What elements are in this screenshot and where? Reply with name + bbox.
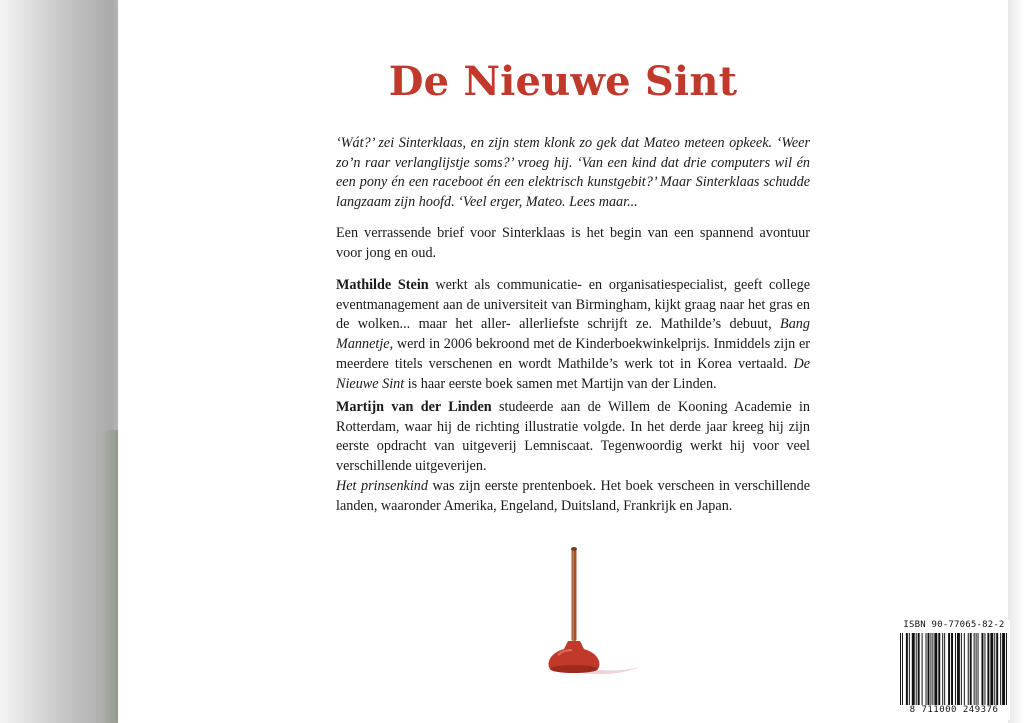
barcode-bar (930, 633, 931, 705)
author-name: Mathilde Stein (336, 277, 429, 293)
barcode-bar (906, 633, 908, 705)
illustrator-bio-line-2 (336, 477, 810, 516)
book-spine-edge (0, 0, 118, 723)
barcode-bars (900, 633, 1008, 705)
barcode-bar (968, 633, 969, 705)
barcode-bar (964, 633, 965, 705)
barcode-bar (932, 633, 933, 705)
barcode-bar (951, 633, 953, 705)
barcode-bar (961, 633, 962, 705)
book-title: De Nieuwe Sint (388, 58, 738, 105)
illustrator-bio-text-1: studeerde aan de Willem de Kooning Academie in Rotterdam, waar hij de richting illustratie volgde. In het derde jaar kreeg hij zijn eerste opdracht van uitgeverij Lemniscaat. Tegenwoordig werkt hij voor veel verschillende uitgeverijen. (336, 399, 810, 475)
first-book-title: Het prinsenkind (336, 477, 428, 494)
author-bio-text-3: is haar eerste boek samen met Martijn van der Linden. (404, 375, 717, 392)
ean-digits: 8 711000 249376 (909, 705, 999, 715)
barcode-bar (987, 633, 989, 705)
barcode-bar (916, 633, 917, 705)
barcode-bar (1002, 633, 1005, 705)
barcode-bar (996, 633, 998, 705)
isbn-label: ISBN 90-77065-82-2 (903, 620, 1005, 630)
illustrator-name: Martijn van der Linden (336, 399, 492, 415)
barcode-bar (938, 633, 940, 705)
barcode-bar (909, 633, 910, 705)
book-title-inline: De Nieuwe Sint (336, 355, 810, 392)
illustrator-bio (336, 398, 810, 516)
author-bio-text-1: werkt als communicatie- en organisatiespecialist, geeft college eventmanagement aan de universiteit van Birmingham, kijkt graag naar het gras en de wolken... maar het aller- allerliefste schrijft ze. Mathilde’s debuut, (336, 277, 810, 333)
barcode-bar (948, 633, 950, 705)
barcode-bar (957, 633, 960, 705)
teaser-paragraph: Een verrassende brief voor Sinterklaas is het begin van een spannend avontuur voor jong en oud. (336, 225, 810, 261)
barcode-bar (942, 633, 943, 705)
plunger-cup (549, 641, 600, 669)
barcode-bar (994, 633, 995, 705)
author-bio (336, 276, 810, 394)
author-bio-text-2: , werd in 2006 bekroond met de Kinderboekwinkelprijs. Inmiddels zijn er meerdere titels verschenen en wordt Mathilde’s werk tot in Korea vertaald. (336, 336, 810, 372)
barcode-bar (990, 633, 993, 705)
barcode-bar (978, 633, 979, 705)
page-right-edge (1008, 0, 1024, 723)
intro-excerpt: ‘Wát?’ zei Sinterklaas, en zijn stem klonk zo gek dat Mateo meteen opkeek. ‘Weer zo’n raar verlanglijstje soms?’ vroeg hij. ‘Van een kind dat drie computers wil én een pony én een raceboot én een elektrisch kunstgebit?’ Maar Sinterklaas schudde langzaam zijn hoofd. ‘Veel erger, Mateo. Lees maar... (336, 135, 810, 211)
barcode-bar (900, 633, 901, 705)
isbn-barcode (898, 620, 1010, 720)
barcode-bar (1006, 633, 1007, 705)
barcode-bar (976, 633, 977, 705)
barcode-bar (918, 633, 920, 705)
barcode-bar (927, 633, 929, 705)
barcode-bar (974, 633, 975, 705)
barcode-bar (955, 633, 956, 705)
barcode-bar (922, 633, 923, 705)
barcode-bar (984, 633, 985, 705)
barcode-bar (1000, 633, 1001, 705)
toilet-plunger-icon (532, 545, 642, 685)
barcode-bar (902, 633, 903, 705)
barcode-bar (981, 633, 983, 705)
spine-green-tint (102, 430, 118, 723)
barcode-bar (970, 633, 972, 705)
barcode-bar (944, 633, 945, 705)
barcode-bar (926, 633, 927, 705)
barcode-bar (912, 633, 915, 705)
debut-title: Bang Mannetje (336, 316, 810, 353)
barcode-bar (934, 633, 937, 705)
illustrator-bio-text-2: was zijn eerste prentenboek. Het boek verscheen in verschillende landen, waaronder Amerika, Engeland, Duitsland, Frankrijk en Japan. (336, 477, 810, 514)
